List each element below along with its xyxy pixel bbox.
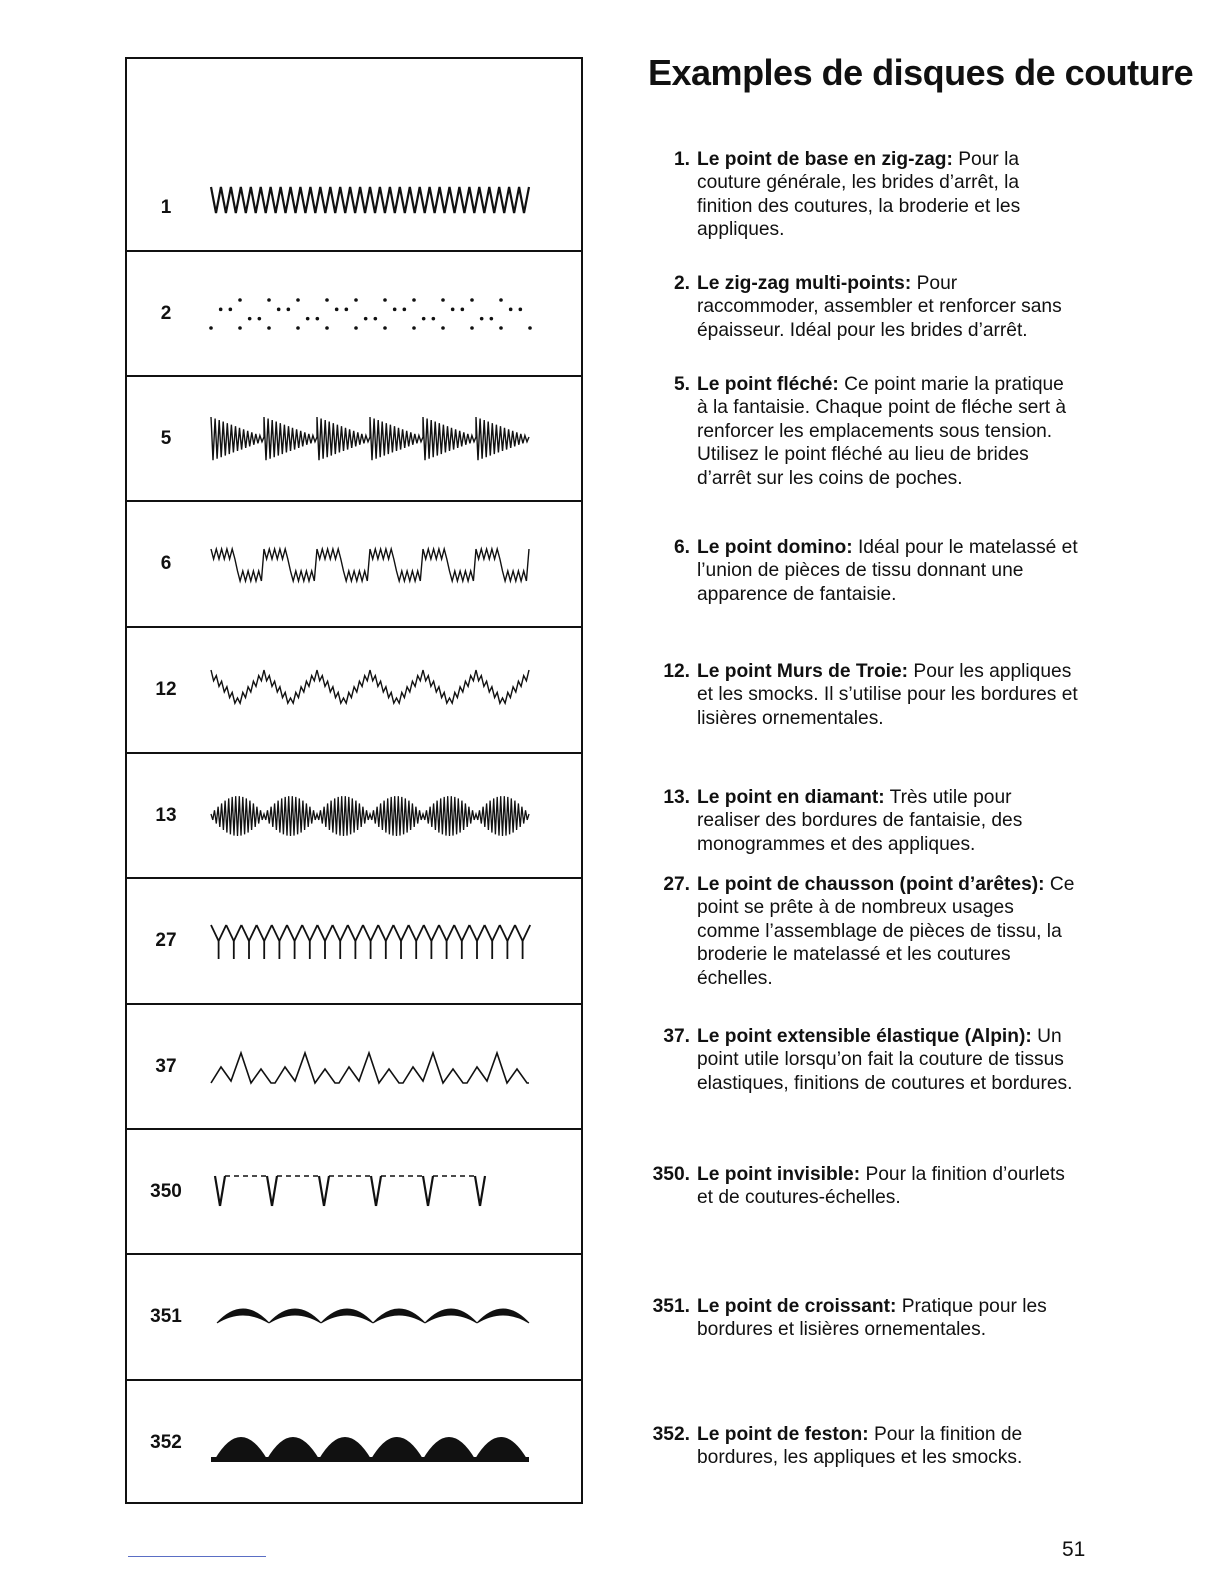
stitch-number: 6	[160, 553, 172, 574]
stitch-row	[127, 377, 581, 502]
arrow-stitch-icon	[211, 415, 529, 463]
stitch-row	[127, 1130, 581, 1255]
description-item	[648, 148, 1078, 242]
description-term: Le zig-zag multi-points:	[697, 273, 912, 294]
stitch-number: 350	[150, 1180, 182, 1202]
description-term: Le point extensible élastique (Alpin):	[697, 1026, 1032, 1047]
walls-of-troy-icon	[211, 666, 529, 714]
description-text: Pour les appliques et les smocks. Il s’utilise pour les bordures et lisières ornementales.	[697, 661, 1078, 729]
page-title: Examples de disques de couture	[648, 52, 1194, 93]
description-term: Le point fléché:	[697, 374, 839, 395]
stitch-row	[127, 879, 581, 1005]
description-number: 13.	[663, 787, 690, 808]
straight-zigzag-icon	[211, 177, 529, 225]
description-term: Le point de croissant:	[697, 1296, 897, 1317]
description-number: 5.	[673, 374, 690, 395]
description-term: Le point domino:	[697, 537, 853, 558]
stitch-number: 27	[155, 930, 177, 951]
description-number: 37.	[663, 1026, 690, 1047]
description-number: 12.	[663, 661, 690, 682]
description-text: Pour la finition d’ourlets et de coutures-échelles.	[697, 1164, 1065, 1209]
description-text: Pour la finition de bordures, les appliques et les smocks.	[697, 1424, 1023, 1469]
description-text: Ce point se prête à de nombreux usages comme l’assemblage de pièces de tissu, la broderie le matelassé et les coutures échelles.	[697, 874, 1075, 989]
stitch-number: 13	[155, 804, 177, 826]
description-term: Le point en diamant:	[697, 787, 885, 808]
stitch-row	[127, 1005, 581, 1130]
description-text: Pour la couture générale, les brides d’arrêt, la finition des coutures, la broderie et les appliques.	[697, 149, 1021, 241]
stitch-number: 1	[160, 197, 172, 218]
feather-stitch-icon	[211, 917, 529, 965]
description-item	[648, 536, 1078, 606]
description-text: Ce point marie la pratique à la fantaisie. Chaque point de fléche sert à renforcer les emplacements sous tension. Utilisez le point fléché au lieu de brides d’arrêt sur les coins de poches.	[697, 374, 1067, 489]
description-text: Pour raccommoder, assembler et renforcer sans épaisseur. Idéal pour les brides d’arrêt.	[697, 273, 1062, 341]
description-number: 350.	[652, 1164, 690, 1185]
description-number: 6.	[673, 537, 690, 558]
description-number: 2.	[673, 273, 690, 294]
description-item	[648, 1025, 1078, 1095]
multi-point-zigzag-icon	[211, 290, 529, 338]
description-item	[648, 1295, 1078, 1342]
description-item	[648, 1163, 1078, 1210]
stitch-row	[127, 502, 581, 628]
stitch-sample-table	[125, 57, 583, 1504]
description-number: 1.	[673, 149, 690, 170]
description-text: Pratique pour les bordures et lisières ornementales.	[697, 1296, 1047, 1341]
stitch-number: 351	[150, 1306, 182, 1327]
stitch-number: 5	[160, 427, 172, 449]
description-number: 352.	[652, 1424, 690, 1445]
description-text: Très utile pour realiser des bordures de fantaisie, des monogrammes et des appliques.	[697, 787, 1023, 855]
description-term: Le point de base en zig-zag:	[697, 149, 953, 170]
stitch-number: 12	[155, 679, 177, 700]
description-term: Le point de chausson (point d’arêtes):	[697, 874, 1045, 895]
description-term: Le point invisible:	[697, 1164, 861, 1185]
description-item	[648, 660, 1078, 730]
description-text: Un point utile lorsqu’on fait la couture de tissus elastiques, finitions de coutures et bordures.	[697, 1026, 1073, 1094]
crescent-stitch-icon	[211, 1293, 529, 1341]
stitch-number: 352	[150, 1431, 182, 1453]
description-item	[648, 1423, 1078, 1470]
stitch-row	[127, 1381, 581, 1504]
stitch-row	[127, 252, 581, 377]
scallop-stitch-icon	[211, 1419, 529, 1467]
stretch-elastic-icon	[211, 1043, 529, 1091]
description-item	[648, 373, 1078, 490]
blind-hem-icon	[211, 1168, 529, 1216]
description-item	[648, 873, 1078, 990]
stitch-number: 37	[155, 1055, 177, 1077]
domino-stitch-icon	[211, 540, 529, 588]
footer-rule	[128, 1556, 266, 1557]
description-item	[648, 272, 1078, 342]
diamond-stitch-icon	[211, 792, 529, 840]
description-term: Le point de feston:	[697, 1424, 869, 1445]
description-text: Idéal pour le matelassé et l’union de pièces de tissu donnant une apparence de fantaisie.	[697, 537, 1078, 605]
stitch-row	[127, 59, 581, 252]
description-term: Le point Murs de Troie:	[697, 661, 909, 682]
page-number: 51	[1062, 1538, 1086, 1561]
stitch-number: 2	[160, 302, 172, 324]
stitch-row	[127, 628, 581, 754]
description-number: 351.	[652, 1296, 690, 1317]
description-number: 27.	[663, 874, 690, 895]
stitch-row	[127, 1255, 581, 1381]
description-item	[648, 786, 1078, 856]
stitch-row	[127, 754, 581, 879]
